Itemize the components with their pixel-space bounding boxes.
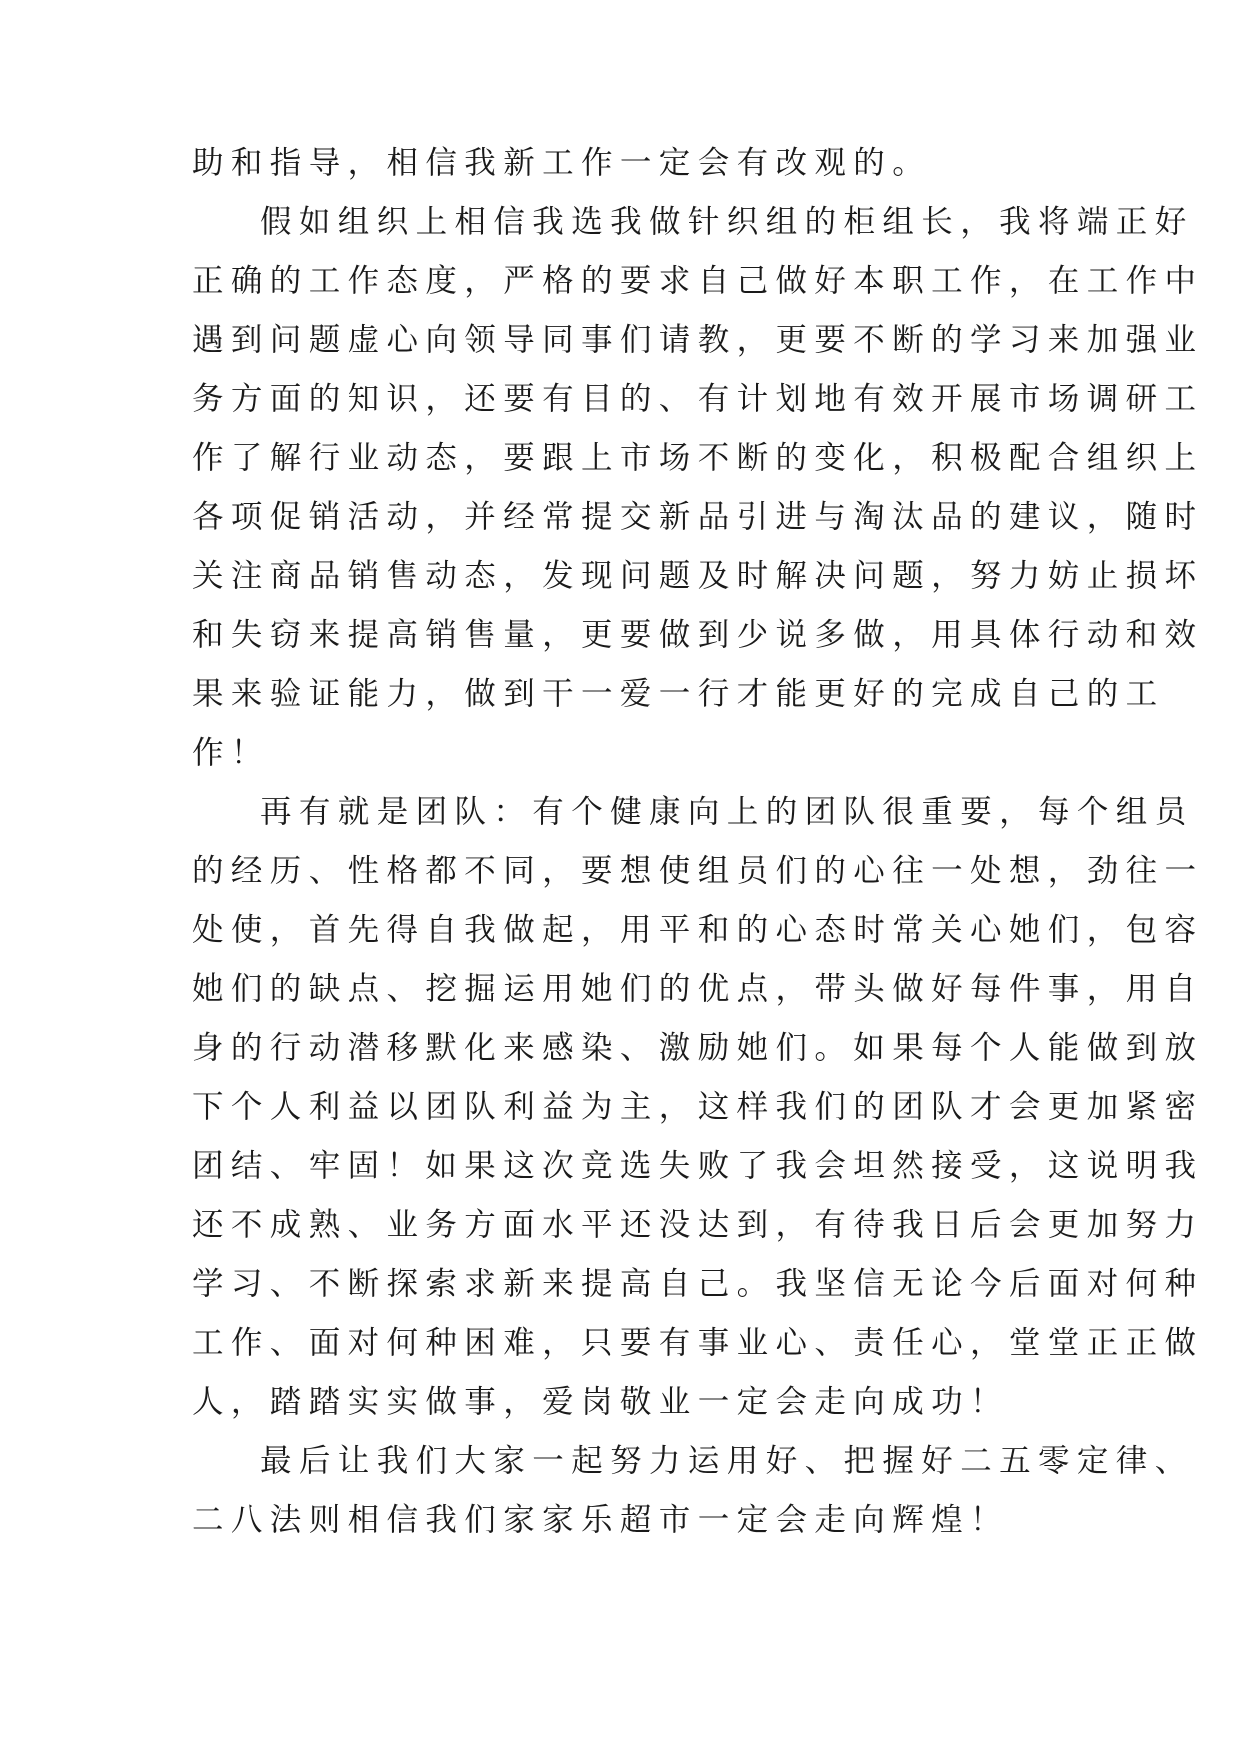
text-line: 作！ xyxy=(192,735,270,771)
text-line: 还不成熟、业务方面水平还没达到，有待我日后会更加努力 xyxy=(192,1207,1204,1243)
text-line: 再有就是团队：有个健康向上的团队很重要，每个组员 xyxy=(260,794,1194,830)
text-line: 她们的缺点、挖掘运用她们的优点，带头做好每件事，用自 xyxy=(192,971,1204,1007)
text-line: 学习、不断探索求新来提高自己。我坚信无论今后面对何种 xyxy=(192,1266,1204,1302)
text-line: 正确的工作态度，严格的要求自己做好本职工作，在工作中 xyxy=(192,263,1204,299)
text-line: 二八法则相信我们家家乐超市一定会走向辉煌！ xyxy=(192,1502,1009,1538)
text-line: 身的行动潜移默化来感染、激励她们。如果每个人能做到放 xyxy=(192,1030,1204,1066)
text-line: 假如组织上相信我选我做针织组的柜组长，我将端正好 xyxy=(260,204,1194,240)
text-line: 工作、面对何种困难，只要有事业心、责任心，堂堂正正做 xyxy=(192,1325,1204,1361)
text-line: 务方面的知识，还要有目的、有计划地有效开展市场调研工 xyxy=(192,381,1204,417)
text-line: 果来验证能力，做到干一爱一行才能更好的完成自己的工 xyxy=(192,676,1165,712)
text-line: 和失窃来提高销售量，更要做到少说多做，用具体行动和效 xyxy=(192,617,1204,653)
text-line: 下个人利益以团队利益为主，这样我们的团队才会更加紧密 xyxy=(192,1089,1204,1125)
text-line: 最后让我们大家一起努力运用好、把握好二五零定律、 xyxy=(260,1443,1194,1479)
text-line: 人，踏踏实实做事，爱岗敬业一定会走向成功！ xyxy=(192,1384,1009,1420)
text-line: 各项促销活动，并经常提交新品引进与淘汰品的建议，随时 xyxy=(192,499,1204,535)
text-line: 处使，首先得自我做起，用平和的心态时常关心她们，包容 xyxy=(192,912,1204,948)
text-line: 团结、牢固！如果这次竞选失败了我会坦然接受，这说明我 xyxy=(192,1148,1204,1184)
text-line: 遇到问题虚心向领导同事们请教，更要不断的学习来加强业 xyxy=(192,322,1204,358)
text-line: 关注商品销售动态，发现问题及时解决问题，努力妨止损坏 xyxy=(192,558,1204,594)
text-line: 作了解行业动态，要跟上市场不断的变化，积极配合组织上 xyxy=(192,440,1204,476)
text-line: 的经历、性格都不同，要想使组员们的心往一处想，劲往一 xyxy=(192,853,1204,889)
text-line: 助和指导，相信我新工作一定会有改观的。 xyxy=(192,145,932,181)
